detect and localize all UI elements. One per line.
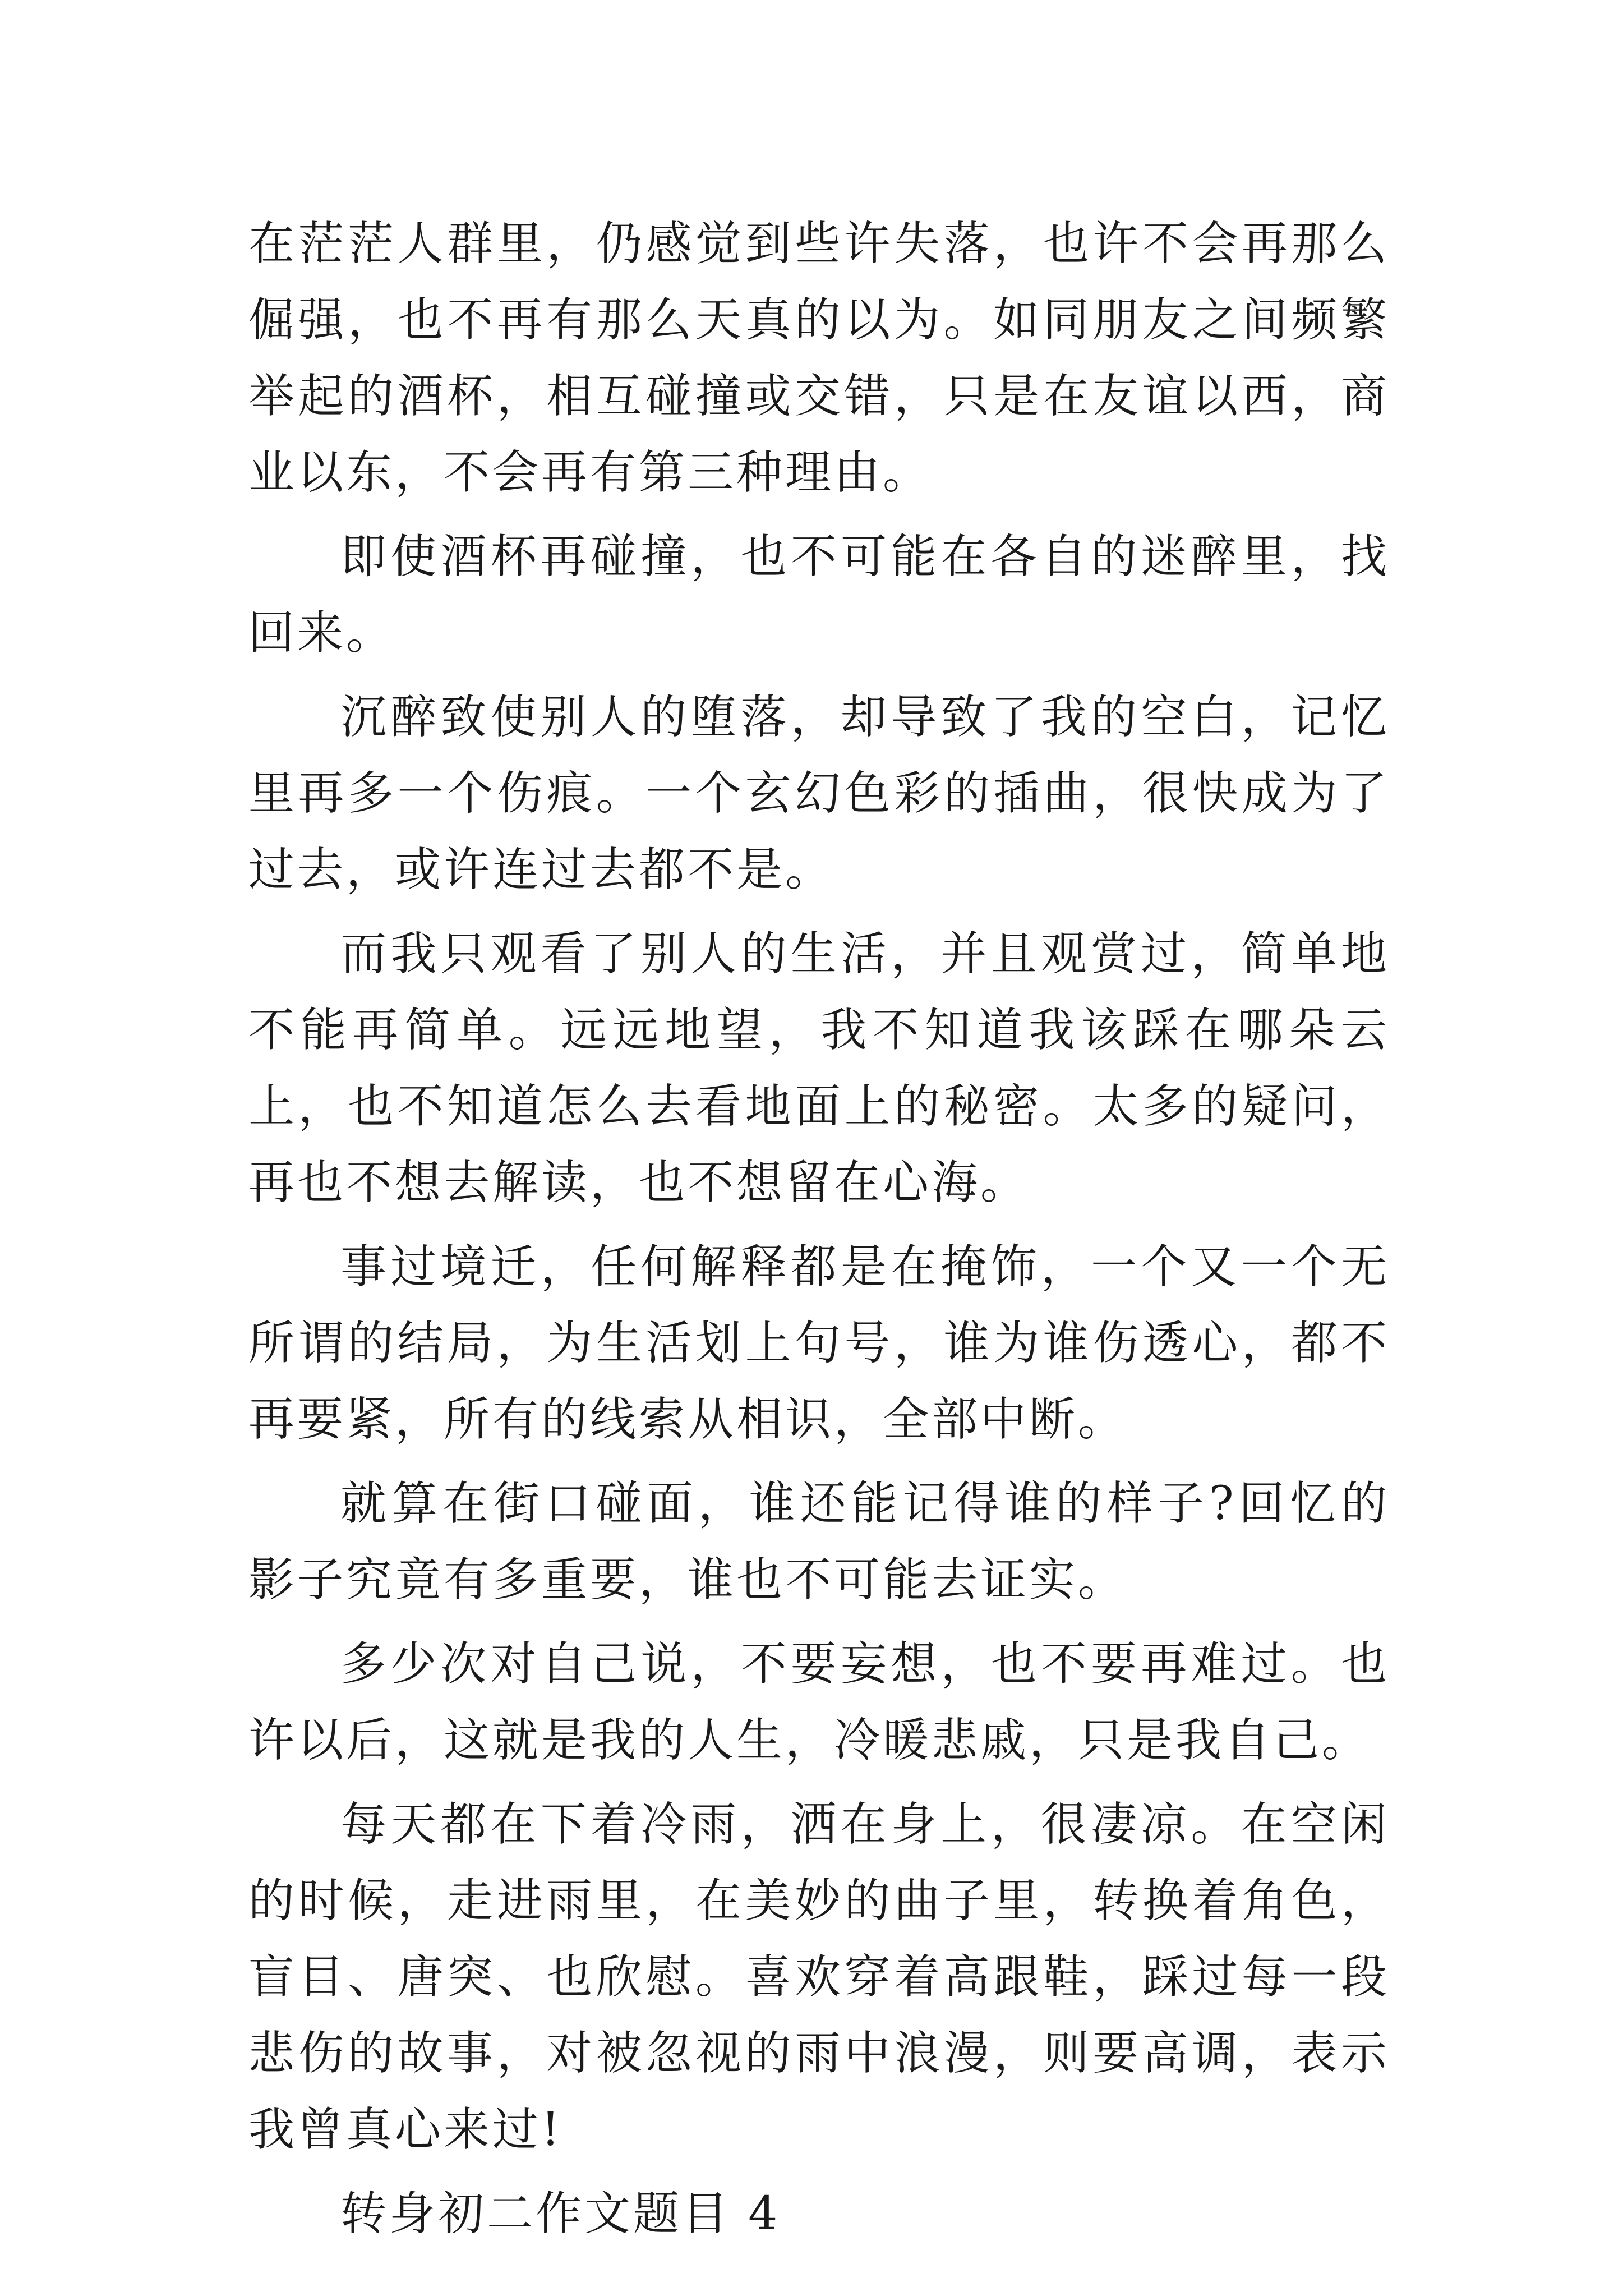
paragraph-8: 每天都在下着冷雨，洒在身上，很凄凉。在空闲的时候，走进雨里，在美妙的曲子里，转换着角色，盲目、唐突、也欣慰。喜欢穿着高跟鞋，踩过每一段悲伤的故事，对被忽视的雨中浪漫，则要高调，表示我曾真心来过! [248,1798,1390,2156]
paragraph-7: 多少次对自己说，不要妄想，也不要再难过。也许以后，这就是我的人生，冷暖悲戚，只是我自己。 [248,1637,1390,1767]
paragraph-5: 事过境迁，任何解释都是在掩饰，一个又一个无所谓的结局，为生活划上句号，谁为谁伤透心，都不再要紧，所有的线索从相识，全部中断。 [248,1240,1390,1446]
document-body [248,206,1390,2252]
section-heading: 转身初二作文题目 4 [340,2187,781,2240]
paragraph-2: 即使酒杯再碰撞，也不可能在各自的迷醉里，找回来。 [248,530,1390,660]
paragraph-3: 沉醉致使别人的堕落，却导致了我的空白，记忆里再多一个伤痕。一个玄幻色彩的插曲，很快成为了过去，或许连过去都不是。 [248,691,1390,896]
paragraph-4: 而我只观看了别人的生活，并且观赏过，简单地不能再简单。远远地望，我不知道我该踩在哪朵云上，也不知道怎么去看地面上的秘密。太多的疑问，再也不想去解读，也不想留在心海。 [248,927,1390,1209]
paragraph-1: 在茫茫人群里，仍感觉到些许失落，也许不会再那么倔强，也不再有那么天真的以为。如同朋友之间频繁举起的酒杯，相互碰撞或交错，只是在友谊以西，商业以东，不会再有第三种理由。 [248,217,1390,499]
paragraph-6: 就算在街口碰面，谁还能记得谁的样子?回忆的影子究竟有多重要，谁也不可能去证实。 [248,1477,1390,1607]
